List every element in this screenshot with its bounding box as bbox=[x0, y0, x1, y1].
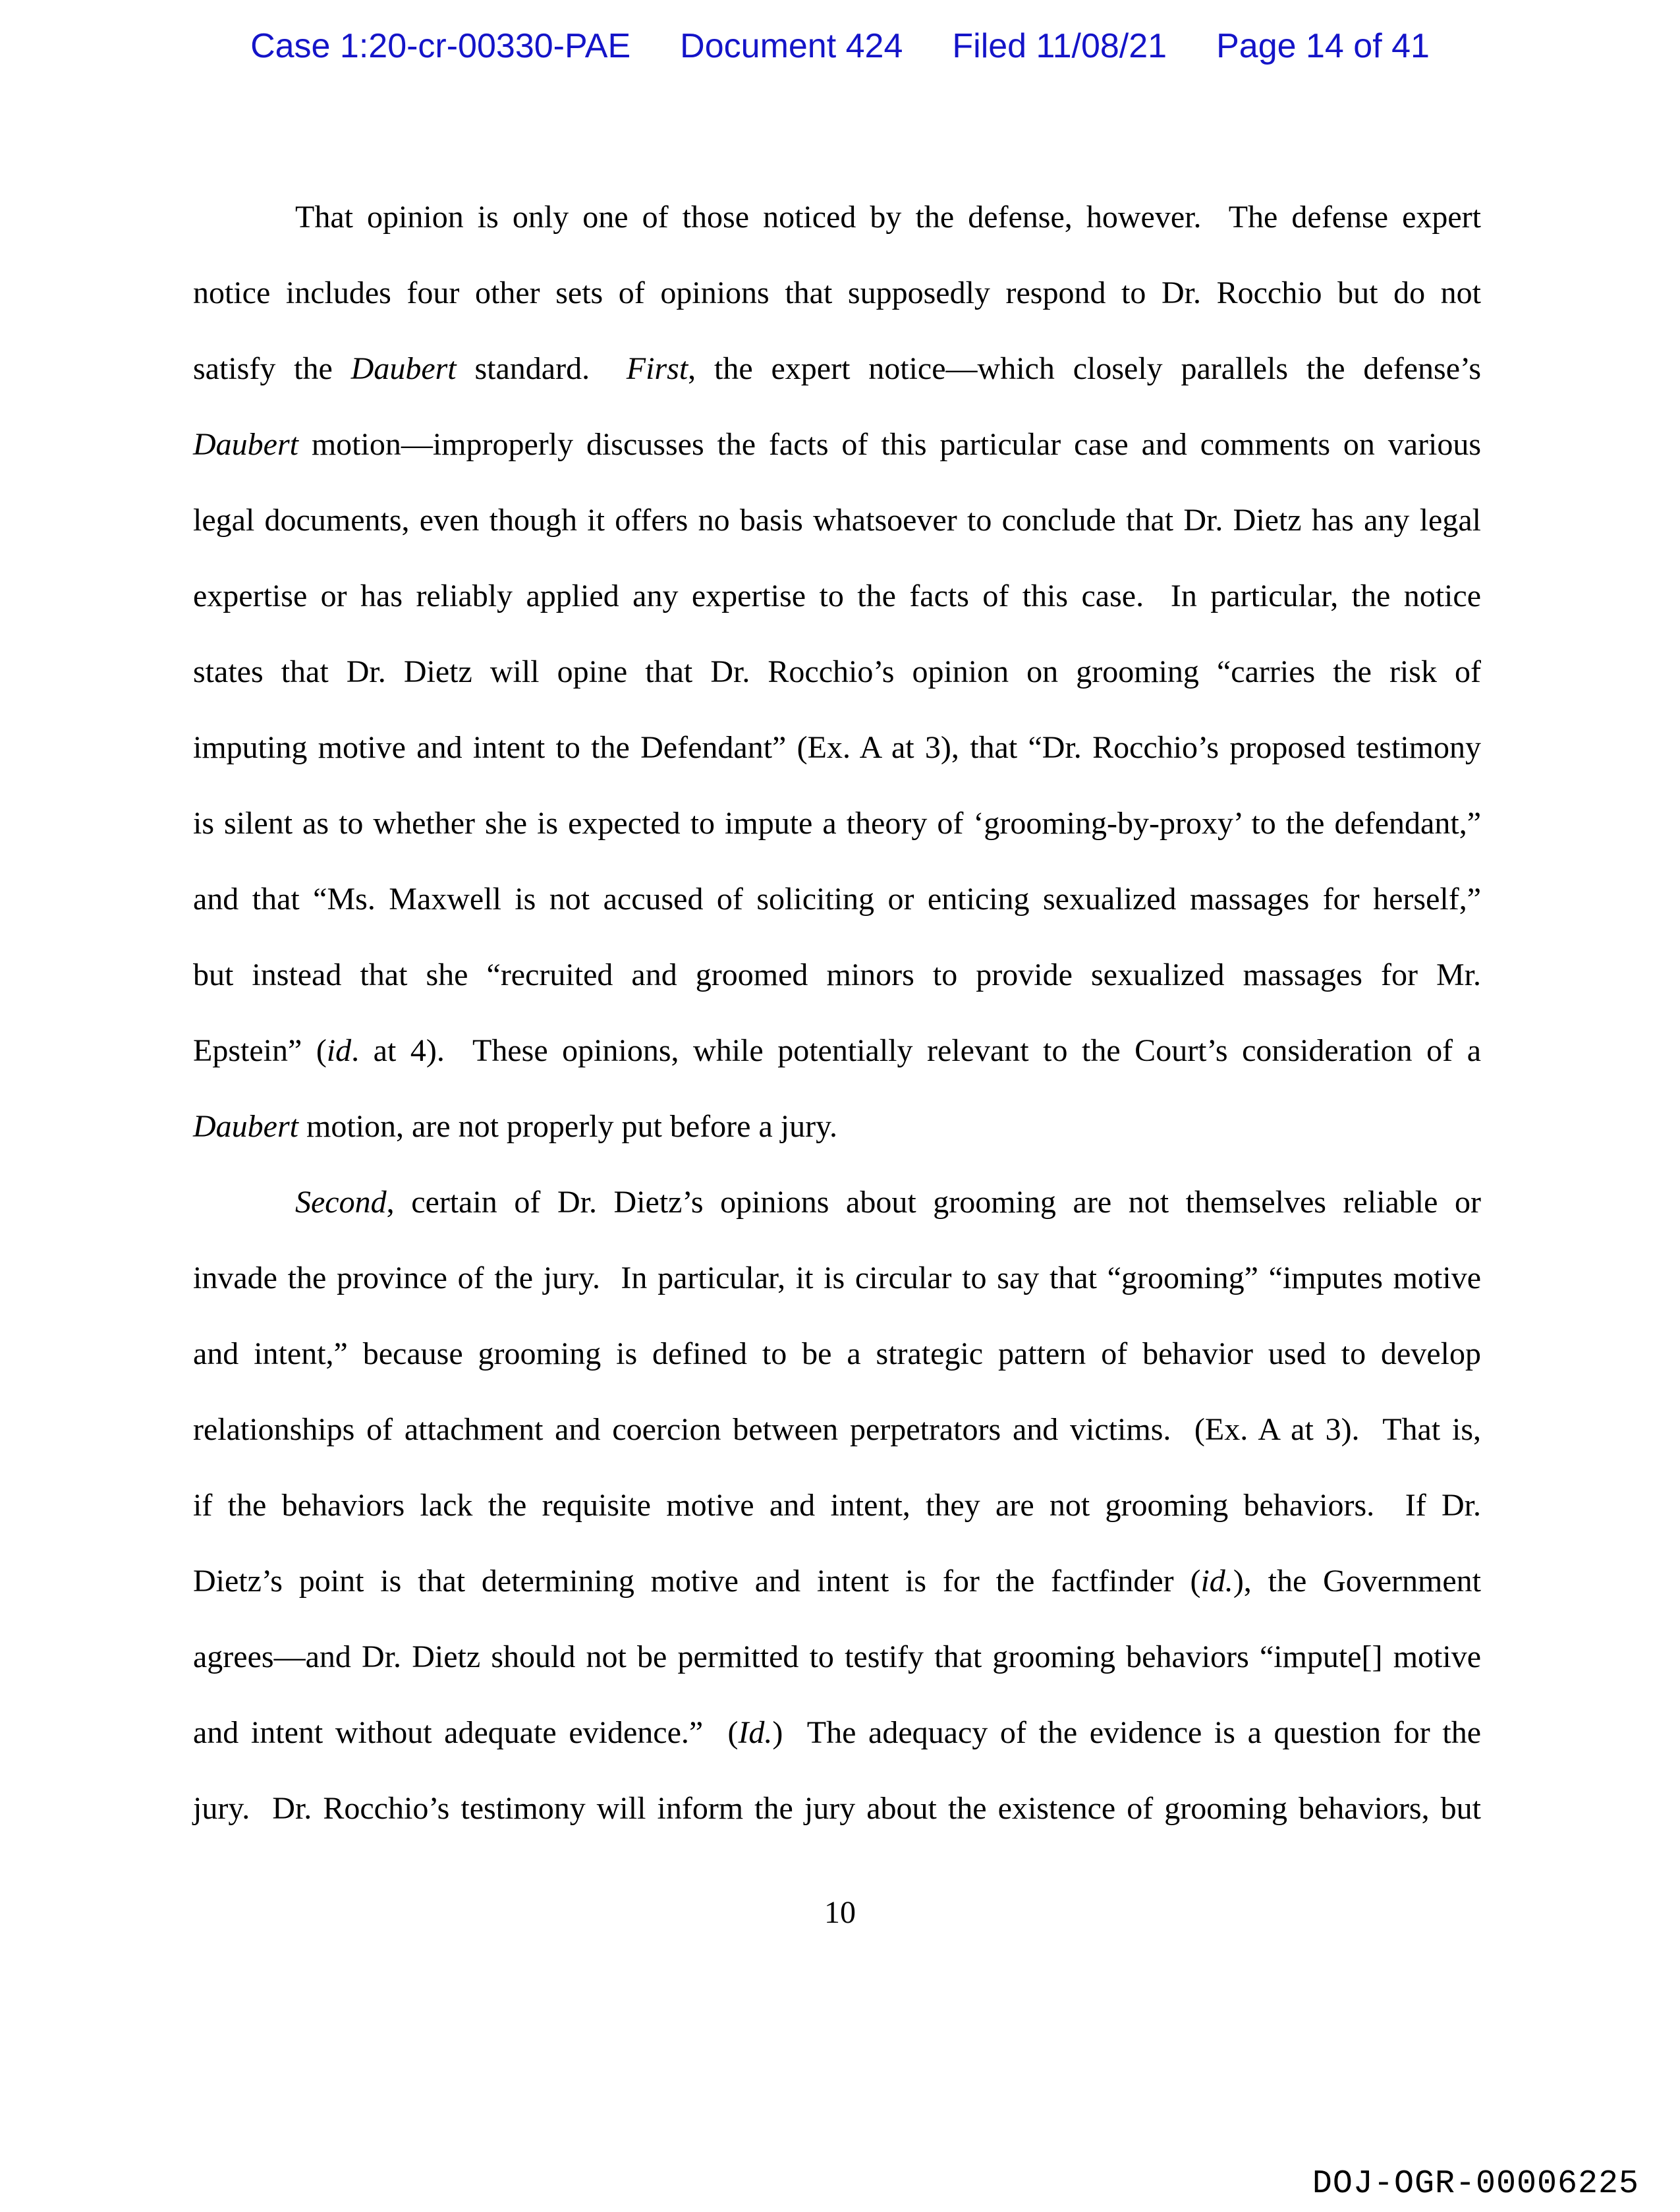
text-line: jury. Dr. Rocchio’s testimony will inform the jury about the existence of grooming behaviors, but bbox=[193, 1791, 1481, 1826]
document-body bbox=[193, 179, 1481, 1846]
text-line: satisfy the Daubert standard. First, the expert notice—which closely parallels the defense’s bbox=[193, 351, 1482, 386]
court-header-stamp bbox=[0, 29, 1680, 63]
stamp-document-number: Document 424 bbox=[680, 27, 903, 65]
text-line: but instead that she “recruited and groomed minors to provide sexualized massages for Mr. bbox=[193, 957, 1481, 992]
text-line: expertise or has reliably applied any expertise to the facts of this case. In particular, the notice bbox=[193, 579, 1481, 613]
text-line: and that “Ms. Maxwell is not accused of soliciting or enticing sexualized massages for herself,” bbox=[193, 882, 1481, 917]
text-line: imputing motive and intent to the Defendant” (Ex. A at 3), that “Dr. Rocchio’s proposed testimony bbox=[193, 730, 1481, 765]
bates-number: DOJ-OGR-00006225 bbox=[1312, 2165, 1639, 2203]
text-line: is silent as to whether she is expected to impute a theory of ‘grooming-by-proxy’ to the defendant,” bbox=[193, 806, 1481, 841]
text-line: if the behaviors lack the requisite motive and intent, they are not grooming behaviors. If Dr. bbox=[193, 1488, 1481, 1523]
text-line: notice includes four other sets of opinions that supposedly respond to Dr. Rocchio but do not bbox=[193, 275, 1481, 310]
text-line: Dietz’s point is that determining motive and intent is for the factfinder (id.), the Government bbox=[193, 1564, 1482, 1599]
text-line: Daubert motion—improperly discusses the facts of this particular case and comments on various bbox=[193, 427, 1481, 462]
text-line: states that Dr. Dietz will opine that Dr. Rocchio’s opinion on grooming “carries the risk of bbox=[193, 654, 1481, 689]
text-line: invade the province of the jury. In particular, it is circular to say that “grooming” “imputes motive bbox=[193, 1261, 1481, 1295]
text-line: relationships of attachment and coercion between perpetrators and victims. (Ex. A at 3). That is, bbox=[193, 1412, 1481, 1447]
text-line: and intent,” because grooming is defined to be a strategic pattern of behavior used to develop bbox=[193, 1336, 1481, 1371]
text-line: Daubert motion, are not properly put before a jury. bbox=[193, 1109, 837, 1144]
page-number: 10 bbox=[824, 1895, 856, 1930]
text-line: Epstein” (id. at 4). These opinions, while potentially relevant to the Court’s consideration of a bbox=[193, 1033, 1481, 1068]
text-line: That opinion is only one of those noticed by the defense, however. The defense expert bbox=[295, 200, 1481, 235]
text-line: legal documents, even though it offers no basis whatsoever to conclude that Dr. Dietz has any legal bbox=[193, 503, 1481, 538]
text-line: agrees—and Dr. Dietz should not be permitted to testify that grooming behaviors “impute[] motive bbox=[193, 1639, 1481, 1674]
stamp-page-count: Page 14 of 41 bbox=[1216, 27, 1430, 65]
text-line: and intent without adequate evidence.” (Id.) The adequacy of the evidence is a question for the bbox=[193, 1715, 1482, 1750]
stamp-filed-date: Filed 11/08/21 bbox=[952, 27, 1167, 65]
text-line: Second, certain of Dr. Dietz’s opinions about grooming are not themselves reliable or bbox=[295, 1185, 1481, 1220]
stamp-case-number: Case 1:20-cr-00330-PAE bbox=[250, 27, 631, 65]
